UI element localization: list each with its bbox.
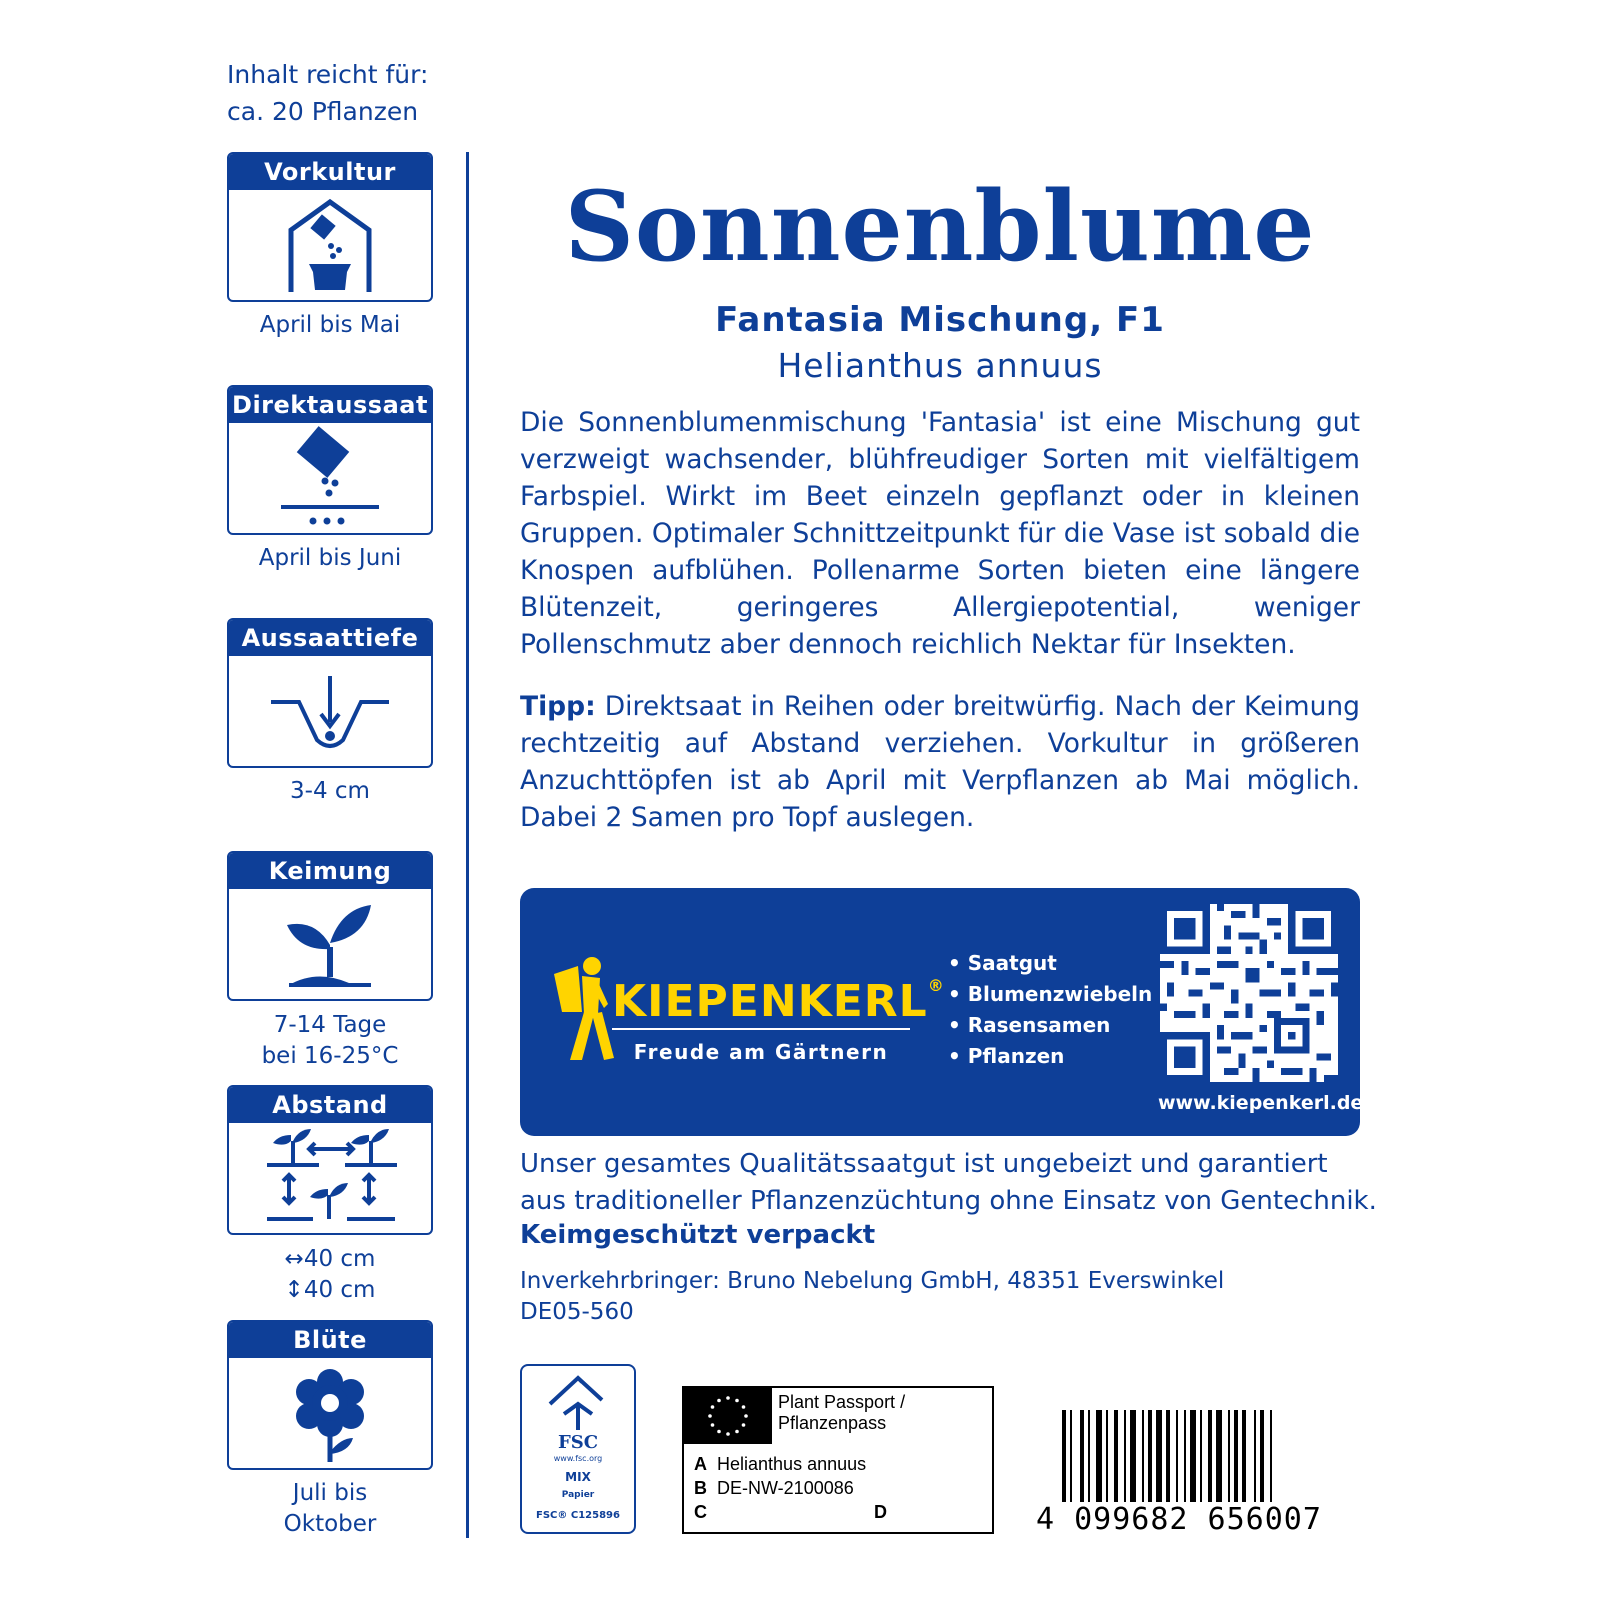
brand-name — [612, 976, 945, 1027]
caption-line2: ↕40 cm — [284, 1277, 376, 1303]
panel-aussaattiefe — [227, 618, 433, 768]
quality-statement: Unser gesamtes Qualitätssaatgut ist ungebeizt und garantiert aus traditioneller Pflanzenzüchtung ohne Einsatz von Gentechnik. — [520, 1149, 1377, 1216]
passport-fields — [694, 1452, 887, 1524]
panel-bluete — [227, 1320, 433, 1470]
qr-code-icon[interactable] — [1160, 904, 1338, 1082]
content-amount-line1: Inhalt reicht für: — [227, 60, 429, 89]
caption-line1: ↔40 cm — [284, 1246, 376, 1272]
panel-title: Aussaattiefe — [229, 620, 431, 656]
brand-text: KIEPENKERL — [612, 976, 928, 1027]
column-divider — [466, 152, 469, 1538]
panel-title: Keimung — [229, 853, 431, 889]
brand-divider — [612, 1028, 910, 1030]
passport-value-a: Helianthus annuus — [717, 1454, 867, 1474]
barcode-number: 4 099682 656007 — [1036, 1502, 1322, 1537]
fsc-tree-icon — [542, 1374, 614, 1434]
panel-title: Blüte — [229, 1322, 431, 1358]
direct-sowing-icon — [229, 423, 431, 533]
brand-item: • Pflanzen — [948, 1044, 1065, 1068]
product-description: Die Sonnenblumenmischung 'Fantasia' ist eine Mischung gut verzweigt wachsender, blühfreudiger Sorten mit vielfältigem Farbspiel. Wirkt im Beet einzeln gepflanzt oder in kleinen Gruppen. Optimaler Schnittzeitpunkt für die Vase ist sobald die Knospen aufblühen. Pollenarme Sorten bieten eine längere Blütenzeit, geringeres Allergiepotential, weniger Pollenschmutz aber dennoch reichlich Nektar für Insekten. — [520, 407, 1360, 660]
fsc-paper: Papier — [561, 1490, 595, 1500]
passport-title — [778, 1392, 905, 1434]
passport-label-c: C — [694, 1502, 707, 1522]
product-tip — [520, 688, 1360, 836]
eu-flag-icon — [684, 1388, 772, 1444]
distributor-info — [520, 1266, 1224, 1328]
panel-direktaussaat — [227, 385, 433, 535]
spacing-icon — [229, 1123, 431, 1233]
caption-line1: Juli bis — [292, 1480, 368, 1506]
passport-label-d: D — [874, 1502, 887, 1522]
brand-item: • Blumenzwiebeln — [948, 982, 1153, 1006]
caption-line1: 3-4 cm — [290, 778, 370, 804]
fsc-logo-text: FSC — [557, 1432, 599, 1453]
seedling-icon — [229, 889, 431, 999]
passport-value-b: DE-NW-2100086 — [717, 1478, 854, 1498]
fsc-mix: MIX — [565, 1470, 591, 1484]
brand-website-link[interactable]: www.kiepenkerl.de — [1158, 1092, 1364, 1114]
panel-vorkultur-caption — [227, 310, 433, 341]
content-amount — [227, 56, 428, 130]
distributor-code: DE05-560 — [520, 1299, 634, 1325]
fsc-license: FSC® C125896 — [536, 1510, 620, 1521]
flower-icon — [229, 1358, 431, 1468]
panel-title: Abstand — [229, 1087, 431, 1123]
passport-title-line2: Pflanzenpass — [778, 1413, 887, 1433]
product-variety: Fantasia Mischung, F1 — [715, 300, 1165, 340]
tip-label: Tipp: — [520, 691, 596, 722]
caption-line2: bei 16-25°C — [261, 1043, 399, 1069]
sowing-depth-icon — [229, 656, 431, 766]
passport-label-a: A — [694, 1454, 707, 1474]
brand-item: • Saatgut — [948, 951, 1057, 975]
caption-line2: Oktober — [283, 1511, 377, 1537]
product-latin-name: Helianthus annuus — [777, 346, 1103, 385]
greenhouse-sowing-icon — [229, 190, 431, 300]
hiker-logo-icon — [548, 952, 618, 1064]
brand-item: • Rasensamen — [948, 1013, 1111, 1037]
panel-abstand — [227, 1085, 433, 1235]
panel-keimung-caption — [227, 1010, 433, 1072]
tip-text: Direktsaat in Reihen oder breitwürfig. Nach der Keimung rechtzeitig auf Abstand verziehen. Vorkultur in größeren Anzuchttöpfen ist ab April mit Verpflanzen ab Mai möglich. Dabei 2 Samen pro Topf auslegen. — [520, 691, 1360, 833]
fsc-label — [520, 1364, 636, 1534]
passport-title-line1: Plant Passport / — [778, 1392, 906, 1412]
brand-slogan: Freude am Gärtnern — [633, 1040, 889, 1064]
caption-line1: April bis Juni — [258, 545, 402, 571]
content-amount-line2: ca. 20 Pflanzen — [227, 97, 419, 126]
panel-abstand-caption — [227, 1244, 433, 1306]
panel-vorkultur — [227, 152, 433, 302]
product-title: Sonnenblume — [564, 170, 1316, 283]
packaging-note: Keimgeschützt verpackt — [520, 1220, 876, 1250]
panel-title: Vorkultur — [229, 154, 431, 190]
panel-aussaattiefe-caption — [227, 776, 433, 807]
panel-keimung — [227, 851, 433, 1001]
panel-title: Direktaussaat — [229, 387, 431, 423]
passport-label-b: B — [694, 1478, 707, 1498]
panel-direktaussaat-caption — [227, 543, 433, 574]
fsc-url: www.fsc.org — [553, 1454, 603, 1463]
registered-mark: ® — [927, 976, 945, 995]
distributor-line: Inverkehrbringer: Bruno Nebelung GmbH, 48351 Everswinkel — [520, 1268, 1225, 1294]
brand-product-list — [948, 948, 1152, 1072]
panel-bluete-caption — [227, 1478, 433, 1540]
plant-passport — [682, 1386, 994, 1534]
caption-line1: April bis Mai — [259, 312, 401, 338]
caption-line1: 7-14 Tage — [273, 1012, 387, 1038]
